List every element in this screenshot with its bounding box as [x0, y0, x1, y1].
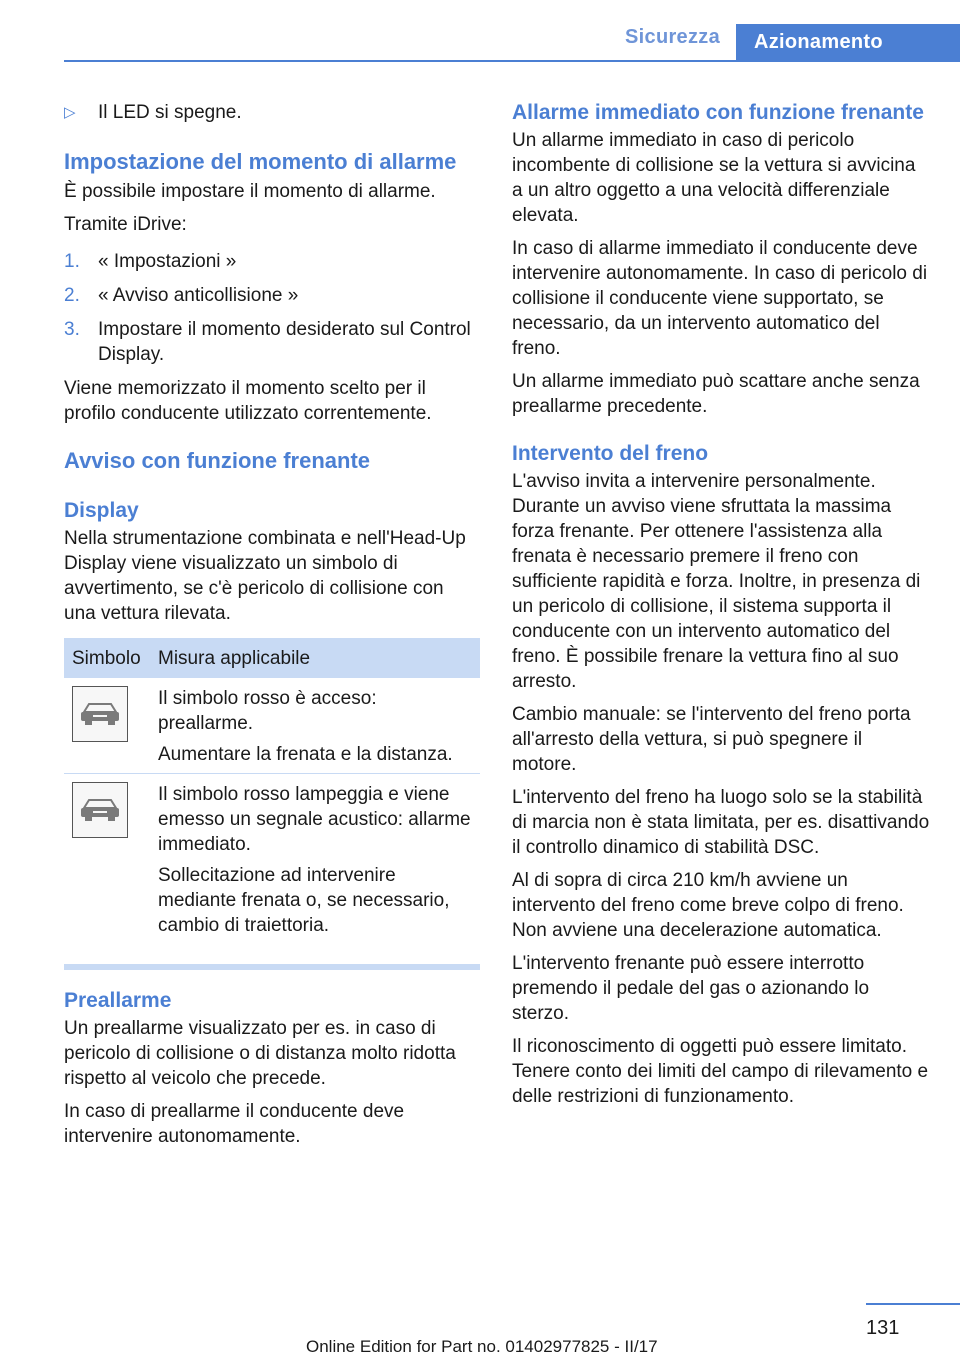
- table-header-measure: Misura applicabile: [150, 638, 480, 678]
- immediate-text-3: Un allarme immediato può scattare anche senza preallarme precedente.: [512, 371, 920, 417]
- result-bullet: [64, 100, 480, 125]
- measure-line: Il simbolo rosso lampeggia e viene emesso un segnale acustico: allarme immediato.: [158, 784, 471, 855]
- page-number: 131: [866, 1317, 900, 1339]
- immediate-text-1: Un allarme immediato in caso di pericolo incombente di collisione se la vettura si avvicina a un altro oggetto a una velocità differenziale elevata.: [512, 130, 916, 226]
- table-end-rule: [64, 964, 480, 970]
- prealarm-text-2: In caso di preallarme il conducente deve intervenire autonomamente.: [64, 1101, 405, 1147]
- prealarm-text-1: Un preallarme visualizzato per es. in caso di pericolo di collisione o di distanza molto ridotta rispetto al veicolo che precede.: [64, 1018, 456, 1089]
- heading-immediate-alarm: Allarme immediato con funzione frenante: [512, 101, 924, 124]
- step-text: « Avviso anticollisione »: [98, 285, 299, 306]
- car-warning-icon: [72, 686, 128, 742]
- heading-timing: Impostazione del momento di allarme: [64, 149, 457, 174]
- brake-text-4: Al di sopra di circa 210 km/h avviene un intervento del freno come breve colpo di freno. Non avviene una decelerazione automatica.: [512, 870, 904, 941]
- bullet-text: Il LED si spegne.: [98, 102, 242, 123]
- saved-text: Viene memorizzato il momento scelto per il profilo conducente utilizzato correntemente.: [64, 378, 432, 424]
- timing-text: È possibile impostare il momento di allarme.: [64, 181, 436, 202]
- table-row: [64, 774, 480, 951]
- immediate-text-2: In caso di allarme immediato il conducente deve intervenire autonomamente. In caso di pericolo di collisione il conducente viene supportato, se necessario, da un intervento automatico del freno.: [512, 238, 928, 359]
- brake-text-1: L'avviso invita a intervenire personalmente. Durante un avviso viene sfruttata la massima forza frenante. Per ottenere l'assistenza alla frenata è necessario premere il freno con sufficiente rapidità e forza. Inoltre, in presenza di un pericolo di collisione, il sistema supporta il conducente con un intervento automatico del freno. È possibile frenare la vettura fino al suo arresto.: [512, 471, 921, 692]
- right-column: [512, 100, 930, 1117]
- left-column: [64, 100, 480, 1157]
- heading-display: Display: [64, 499, 139, 522]
- steps-list: [64, 249, 480, 367]
- brake-text-3: L'intervento del freno ha luogo solo se la stabilità di marcia non è stata limitata, per es. disattivando il controllo dinamico di stabilità DSC.: [512, 787, 930, 858]
- step-text: « Impostazioni »: [98, 251, 237, 272]
- header-chapter-tab[interactable]: Azionamento: [736, 24, 960, 62]
- symbol-table: [64, 638, 480, 950]
- table-cell-measure: [150, 774, 480, 951]
- table-cell-measure: [150, 678, 480, 774]
- step-number: 3.: [64, 319, 80, 340]
- list-item: [64, 283, 480, 308]
- brake-text-2: Cambio manuale: se l'intervento del freno porta all'arresto della vettura, si può spegnere il motore.: [512, 704, 911, 775]
- brake-text-5: L'intervento frenante può essere interrotto premendo il pedale del gas o azionando lo sterzo.: [512, 953, 870, 1024]
- edition-text: Online Edition for Part no. 01402977825 - II/17: [306, 1337, 658, 1356]
- heading-braking: Avviso con funzione frenante: [64, 448, 371, 473]
- step-number: 1.: [64, 251, 80, 272]
- car-warning-icon: [72, 782, 128, 838]
- table-cell-symbol: [64, 678, 150, 774]
- list-item: [64, 317, 480, 367]
- step-text: Impostare il momento desiderato sul Control Display.: [98, 319, 471, 365]
- table-row: [64, 678, 480, 774]
- measure-line: Sollecitazione ad intervenire mediante frenata o, se necessario, cambio di traiettoria.: [158, 865, 450, 936]
- display-text: Nella strumentazione combinata e nell'Head-Up Display viene visualizzato un simbolo di avvertimento, se c'è pericolo di collisione con una vettura rilevata.: [64, 528, 466, 624]
- brake-text-6: Il riconoscimento di oggetti può essere limitato. Tenere conto dei limiti del campo di rilevamento e delle restrizioni di funzionamento.: [512, 1036, 929, 1107]
- table-cell-symbol: [64, 774, 150, 951]
- step-number: 2.: [64, 285, 80, 306]
- heading-brake-intervention: Intervento del freno: [512, 442, 709, 465]
- header-section-tab[interactable]: Sicurezza: [625, 26, 720, 48]
- table-header-symbol: Simbolo: [64, 638, 150, 678]
- triangle-bullet-icon: ▷: [64, 104, 76, 121]
- measure-line: Aumentare la frenata e la distanza.: [158, 744, 453, 765]
- heading-prealarm: Preallarme: [64, 989, 172, 1012]
- idrive-text: Tramite iDrive:: [64, 214, 187, 235]
- list-item: [64, 249, 480, 274]
- footer-rule: [866, 1303, 960, 1305]
- measure-line: Il simbolo rosso è acceso: preallarme.: [158, 688, 377, 734]
